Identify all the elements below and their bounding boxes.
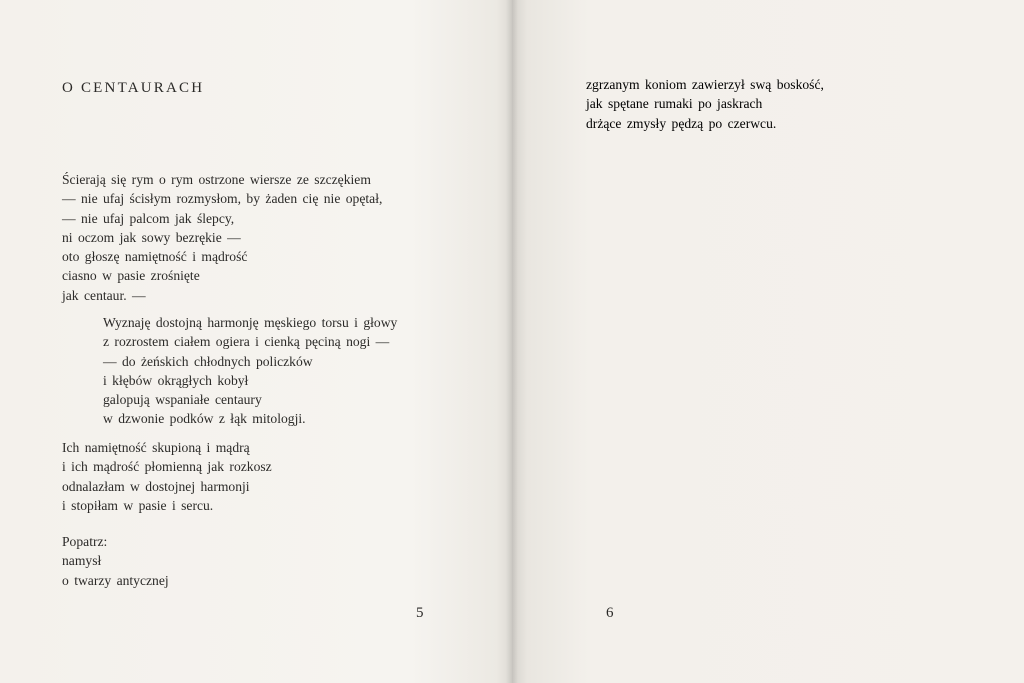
poem-line: Popatrz:: [62, 534, 108, 549]
poem-line: oto głoszę namiętność i mądrość: [62, 249, 248, 265]
poem-line: drżące zmysły pędzą po czerwcu.: [586, 115, 777, 131]
poem-line: ni oczom jak sowy bezrękie —: [62, 229, 241, 245]
poem-line: ciasno w pasie zrośnięte: [62, 268, 200, 284]
poem-line: odnalazłam w dostojnej harmonji: [62, 478, 250, 494]
poem-line: jak spętane rumaki po jaskrach: [586, 96, 763, 112]
stanza-continued: [586, 75, 824, 133]
poem-line: z rozrostem ciałem ogiera i cienką pęciną nogi —: [103, 334, 390, 350]
poem-line: i kłębów okrągłych kobył: [103, 372, 249, 388]
poem-title: O CENTAURACH: [62, 80, 205, 96]
stanza-3: [62, 438, 272, 515]
poem-line: Ich namiętność skupioną i mądrą: [62, 440, 250, 455]
page-number-right: 6: [606, 605, 614, 621]
poem-line: zgrzanym koniom zawierzył swą boskość,: [586, 77, 824, 92]
poem-line: Wyznaję dostojną harmonję męskiego torsu i głowy: [103, 315, 398, 330]
stanza-4: [62, 532, 169, 590]
stanza-2: [103, 313, 397, 429]
poem-line: galopują wspaniałe centaury: [103, 392, 262, 408]
poem-line: i stopiłam w pasie i sercu.: [62, 497, 214, 513]
poem-line: Ścierają się rym o rym ostrzone wiersze ze szczękiem: [62, 172, 371, 187]
poem-line: i ich mądrość płomienną jak rozkosz: [62, 459, 272, 475]
poem-line: namysł: [62, 553, 102, 569]
book-gutter: [506, 0, 518, 683]
page-number-left: 5: [416, 605, 424, 621]
poem-line: — do żeńskich chłodnych policzków: [103, 353, 313, 369]
stanza-1: [62, 170, 382, 305]
poem-line: jak centaur. —: [62, 287, 146, 303]
poem-line: o twarzy antycznej: [62, 572, 169, 588]
poem-line: w dzwonie podków z łąk mitologji.: [103, 411, 306, 427]
poem-line: — nie ufaj palcom jak ślepcy,: [62, 210, 235, 226]
poem-line: — nie ufaj ścisłym rozmysłom, by żaden cię nie opętał,: [62, 191, 383, 207]
